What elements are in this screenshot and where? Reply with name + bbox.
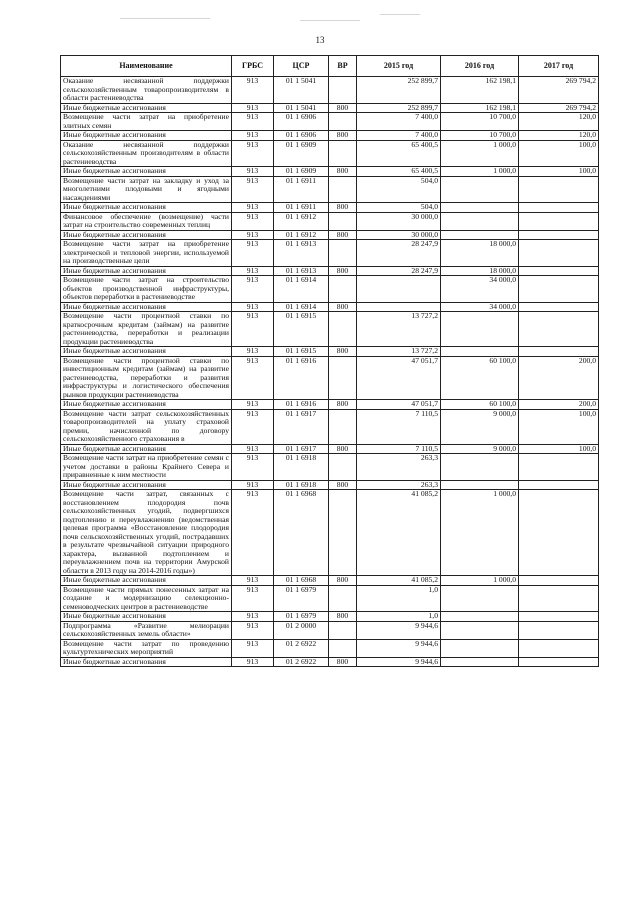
cell-2016: 34 000,0 bbox=[441, 302, 519, 312]
cell-vr bbox=[329, 409, 357, 444]
cell-csr: 01 1 6917 bbox=[274, 444, 329, 454]
col-header-grbs: ГРБС bbox=[232, 56, 274, 77]
cell-csr: 01 1 6906 bbox=[274, 113, 329, 131]
cell-vr: 800 bbox=[329, 266, 357, 276]
cell-name: Иные бюджетные ассигнования bbox=[61, 103, 232, 113]
cell-2015: 7 110,5 bbox=[357, 409, 441, 444]
cell-csr: 01 1 6909 bbox=[274, 140, 329, 167]
cell-grbs: 913 bbox=[232, 576, 274, 586]
table-row bbox=[61, 356, 599, 400]
table-row bbox=[61, 621, 599, 639]
cell-2015: 13 727,2 bbox=[357, 312, 441, 347]
table-row bbox=[61, 480, 599, 490]
cell-2017 bbox=[519, 212, 599, 230]
cell-vr: 800 bbox=[329, 576, 357, 586]
cell-2016 bbox=[441, 347, 519, 357]
table-row bbox=[61, 639, 599, 657]
table-row bbox=[61, 400, 599, 410]
cell-vr: 800 bbox=[329, 347, 357, 357]
cell-2016: 10 700,0 bbox=[441, 131, 519, 141]
col-header-2015: 2015 год bbox=[357, 56, 441, 77]
cell-2017: 100,0 bbox=[519, 409, 599, 444]
cell-2017 bbox=[519, 240, 599, 267]
cell-grbs: 913 bbox=[232, 444, 274, 454]
cell-2016: 1 000,0 bbox=[441, 140, 519, 167]
cell-2015: 9 944,6 bbox=[357, 657, 441, 667]
cell-2016 bbox=[441, 612, 519, 622]
cell-name: Возмещение части прямых понесенных затрат на создание и модернизацию селекционно-семеноводческих центров в растениеводстве bbox=[61, 585, 232, 612]
cell-2016: 162 198,1 bbox=[441, 103, 519, 113]
cell-2016: 60 100,0 bbox=[441, 400, 519, 410]
cell-2015: 30 000,0 bbox=[357, 230, 441, 240]
table-row bbox=[61, 612, 599, 622]
cell-2017 bbox=[519, 490, 599, 576]
cell-vr: 800 bbox=[329, 612, 357, 622]
cell-2015: 263,3 bbox=[357, 454, 441, 481]
cell-name: Возмещение части затрат на строительство объектов производственной инфраструктуры, объектов переработки в растениеводстве bbox=[61, 276, 232, 303]
table-row bbox=[61, 203, 599, 213]
cell-grbs: 913 bbox=[232, 230, 274, 240]
cell-name: Возмещение части затрат на приобретение электрической и тепловой энергии, используемой на производственные цели bbox=[61, 240, 232, 267]
cell-2015: 7 400,0 bbox=[357, 131, 441, 141]
cell-grbs: 913 bbox=[232, 480, 274, 490]
cell-2017 bbox=[519, 203, 599, 213]
table-row bbox=[61, 576, 599, 586]
cell-csr: 01 1 6968 bbox=[274, 576, 329, 586]
cell-name: Возмещение части затрат на приобретение семян с учетом доставки в районы Крайнего Севера и приравненные к ним местности bbox=[61, 454, 232, 481]
cell-csr: 01 1 6913 bbox=[274, 240, 329, 267]
cell-2017: 269 794,2 bbox=[519, 103, 599, 113]
cell-grbs: 913 bbox=[232, 657, 274, 667]
cell-2017 bbox=[519, 621, 599, 639]
cell-csr: 01 1 6918 bbox=[274, 480, 329, 490]
table-row bbox=[61, 490, 599, 576]
cell-2017 bbox=[519, 454, 599, 481]
table-row bbox=[61, 240, 599, 267]
cell-2016: 18 000,0 bbox=[441, 240, 519, 267]
cell-vr bbox=[329, 490, 357, 576]
cell-name: Возмещение части затрат на приобретение элитных семян bbox=[61, 113, 232, 131]
cell-2015 bbox=[357, 276, 441, 303]
cell-2015: 252 899,7 bbox=[357, 103, 441, 113]
cell-name: Иные бюджетные ассигнования bbox=[61, 230, 232, 240]
cell-name: Подпрограмма «Развитие мелиорации сельскохозяйственных земель области» bbox=[61, 621, 232, 639]
table-header-row bbox=[61, 56, 599, 77]
cell-grbs: 913 bbox=[232, 347, 274, 357]
cell-vr: 800 bbox=[329, 131, 357, 141]
cell-grbs: 913 bbox=[232, 203, 274, 213]
cell-2016 bbox=[441, 639, 519, 657]
cell-2015: 65 400,5 bbox=[357, 167, 441, 177]
cell-2017: 120,0 bbox=[519, 131, 599, 141]
cell-name: Иные бюджетные ассигнования bbox=[61, 266, 232, 276]
cell-vr: 800 bbox=[329, 444, 357, 454]
cell-vr bbox=[329, 639, 357, 657]
cell-vr: 800 bbox=[329, 230, 357, 240]
cell-vr: 800 bbox=[329, 657, 357, 667]
cell-2016 bbox=[441, 230, 519, 240]
cell-2015 bbox=[357, 302, 441, 312]
cell-name: Оказание несвязанной поддержки сельскохозяйственным производителям в области растениеводства bbox=[61, 140, 232, 167]
table-row bbox=[61, 77, 599, 104]
table-row bbox=[61, 212, 599, 230]
cell-vr bbox=[329, 212, 357, 230]
cell-vr bbox=[329, 113, 357, 131]
cell-2017 bbox=[519, 576, 599, 586]
cell-2015: 504,0 bbox=[357, 203, 441, 213]
table-row bbox=[61, 409, 599, 444]
table-row bbox=[61, 103, 599, 113]
cell-vr bbox=[329, 454, 357, 481]
cell-csr: 01 2 6922 bbox=[274, 657, 329, 667]
cell-vr: 800 bbox=[329, 103, 357, 113]
cell-name: Иные бюджетные ассигнования bbox=[61, 444, 232, 454]
cell-2015: 47 051,7 bbox=[357, 356, 441, 400]
table-row bbox=[61, 585, 599, 612]
cell-csr: 01 1 5041 bbox=[274, 103, 329, 113]
cell-vr bbox=[329, 356, 357, 400]
cell-2017: 200,0 bbox=[519, 400, 599, 410]
table-row bbox=[61, 113, 599, 131]
cell-name: Финансовое обеспечение (возмещение) части затрат на строительство современных теплиц bbox=[61, 212, 232, 230]
cell-name: Возмещение части процентной ставки по инвестиционным кредитам (займам) на развитие растениеводства, переработки и развития инфраструктуры и логистического обеспечения рынков продукции растениеводства bbox=[61, 356, 232, 400]
cell-grbs: 913 bbox=[232, 240, 274, 267]
cell-2015: 30 000,0 bbox=[357, 212, 441, 230]
col-header-2016: 2016 год bbox=[441, 56, 519, 77]
cell-2016: 10 700,0 bbox=[441, 113, 519, 131]
cell-2015: 13 727,2 bbox=[357, 347, 441, 357]
table-row bbox=[61, 302, 599, 312]
cell-2017 bbox=[519, 347, 599, 357]
cell-2017: 100,0 bbox=[519, 444, 599, 454]
cell-2017: 100,0 bbox=[519, 140, 599, 167]
table-row bbox=[61, 167, 599, 177]
cell-name: Иные бюджетные ассигнования bbox=[61, 657, 232, 667]
cell-csr: 01 1 6914 bbox=[274, 302, 329, 312]
cell-2017 bbox=[519, 176, 599, 203]
cell-vr bbox=[329, 176, 357, 203]
cell-2015: 9 944,6 bbox=[357, 621, 441, 639]
cell-2017 bbox=[519, 276, 599, 303]
cell-2015: 9 944,6 bbox=[357, 639, 441, 657]
page-number: 13 bbox=[315, 35, 325, 45]
cell-2016 bbox=[441, 657, 519, 667]
cell-csr: 01 1 6979 bbox=[274, 612, 329, 622]
cell-csr: 01 1 6916 bbox=[274, 356, 329, 400]
cell-csr: 01 1 6917 bbox=[274, 409, 329, 444]
cell-csr: 01 1 6914 bbox=[274, 276, 329, 303]
cell-name: Иные бюджетные ассигнования bbox=[61, 131, 232, 141]
cell-2016 bbox=[441, 621, 519, 639]
cell-2017: 269 794,2 bbox=[519, 77, 599, 104]
cell-name: Иные бюджетные ассигнования bbox=[61, 576, 232, 586]
cell-vr bbox=[329, 240, 357, 267]
cell-2016: 18 000,0 bbox=[441, 266, 519, 276]
cell-grbs: 913 bbox=[232, 113, 274, 131]
cell-vr: 800 bbox=[329, 203, 357, 213]
cell-vr bbox=[329, 77, 357, 104]
cell-csr: 01 1 6911 bbox=[274, 203, 329, 213]
cell-2017 bbox=[519, 585, 599, 612]
cell-name: Иные бюджетные ассигнования bbox=[61, 612, 232, 622]
cell-csr: 01 2 6922 bbox=[274, 639, 329, 657]
table-row bbox=[61, 230, 599, 240]
cell-csr: 01 1 6918 bbox=[274, 454, 329, 481]
cell-2015: 1,0 bbox=[357, 612, 441, 622]
cell-2016: 9 000,0 bbox=[441, 409, 519, 444]
cell-csr: 01 1 6911 bbox=[274, 176, 329, 203]
table-row bbox=[61, 444, 599, 454]
cell-grbs: 913 bbox=[232, 77, 274, 104]
cell-2017: 200,0 bbox=[519, 356, 599, 400]
cell-2015: 7 110,5 bbox=[357, 444, 441, 454]
cell-name: Иные бюджетные ассигнования bbox=[61, 347, 232, 357]
cell-2016: 1 000,0 bbox=[441, 490, 519, 576]
cell-2016 bbox=[441, 480, 519, 490]
cell-grbs: 913 bbox=[232, 103, 274, 113]
cell-vr bbox=[329, 585, 357, 612]
cell-grbs: 913 bbox=[232, 639, 274, 657]
col-header-vr: ВР bbox=[329, 56, 357, 77]
cell-name: Иные бюджетные ассигнования bbox=[61, 400, 232, 410]
cell-csr: 01 2 0000 bbox=[274, 621, 329, 639]
cell-2015: 1,0 bbox=[357, 585, 441, 612]
cell-2016: 162 198,1 bbox=[441, 77, 519, 104]
cell-2017 bbox=[519, 312, 599, 347]
cell-2017 bbox=[519, 230, 599, 240]
cell-vr: 800 bbox=[329, 302, 357, 312]
table-row bbox=[61, 176, 599, 203]
cell-2016 bbox=[441, 585, 519, 612]
col-header-2017: 2017 год bbox=[519, 56, 599, 77]
table-row bbox=[61, 657, 599, 667]
cell-2016 bbox=[441, 454, 519, 481]
cell-grbs: 913 bbox=[232, 612, 274, 622]
cell-csr: 01 1 6915 bbox=[274, 347, 329, 357]
cell-2015: 41 085,2 bbox=[357, 576, 441, 586]
cell-grbs: 913 bbox=[232, 312, 274, 347]
col-header-csr: ЦСР bbox=[274, 56, 329, 77]
cell-2017 bbox=[519, 302, 599, 312]
cell-2016 bbox=[441, 176, 519, 203]
cell-2017 bbox=[519, 612, 599, 622]
cell-name: Возмещение части затрат на закладку и уход за многолетними плодовыми и ягодными насаждениями bbox=[61, 176, 232, 203]
cell-2015: 263,3 bbox=[357, 480, 441, 490]
cell-2016: 34 000,0 bbox=[441, 276, 519, 303]
cell-name: Иные бюджетные ассигнования bbox=[61, 480, 232, 490]
cell-csr: 01 1 6915 bbox=[274, 312, 329, 347]
cell-grbs: 913 bbox=[232, 490, 274, 576]
cell-grbs: 913 bbox=[232, 454, 274, 481]
cell-2016 bbox=[441, 203, 519, 213]
cell-name: Возмещение части затрат сельскохозяйственных товаропроизводителей на уплату страховой премии, начисленной по договору сельскохозяйственного страхования в bbox=[61, 409, 232, 444]
cell-vr bbox=[329, 621, 357, 639]
cell-grbs: 913 bbox=[232, 356, 274, 400]
cell-vr bbox=[329, 140, 357, 167]
cell-grbs: 913 bbox=[232, 409, 274, 444]
cell-name: Иные бюджетные ассигнования bbox=[61, 203, 232, 213]
cell-2016: 9 000,0 bbox=[441, 444, 519, 454]
table-row bbox=[61, 266, 599, 276]
cell-grbs: 913 bbox=[232, 266, 274, 276]
cell-grbs: 913 bbox=[232, 302, 274, 312]
cell-name: Возмещение части процентной ставки по краткосрочным кредитам (займам) на развитие растениеводства, переработки и реализации продукции растениеводства bbox=[61, 312, 232, 347]
cell-csr: 01 1 6909 bbox=[274, 167, 329, 177]
cell-2015: 41 085,2 bbox=[357, 490, 441, 576]
cell-2016: 1 000,0 bbox=[441, 167, 519, 177]
cell-2017 bbox=[519, 657, 599, 667]
cell-grbs: 913 bbox=[232, 621, 274, 639]
cell-csr: 01 1 6912 bbox=[274, 212, 329, 230]
cell-csr: 01 1 6913 bbox=[274, 266, 329, 276]
cell-grbs: 913 bbox=[232, 400, 274, 410]
cell-vr bbox=[329, 312, 357, 347]
cell-2017: 120,0 bbox=[519, 113, 599, 131]
cell-name: Оказание несвязанной поддержки сельскохозяйственным товаропроизводителям в области растениеводства bbox=[61, 77, 232, 104]
budget-table bbox=[60, 55, 599, 667]
cell-2015: 504,0 bbox=[357, 176, 441, 203]
cell-2015: 252 899,7 bbox=[357, 77, 441, 104]
cell-csr: 01 1 5041 bbox=[274, 77, 329, 104]
cell-grbs: 913 bbox=[232, 131, 274, 141]
cell-2017 bbox=[519, 639, 599, 657]
table-row bbox=[61, 140, 599, 167]
cell-name: Возмещение части затрат по проведению культуртехнических мероприятий bbox=[61, 639, 232, 657]
cell-2016: 60 100,0 bbox=[441, 356, 519, 400]
cell-vr bbox=[329, 276, 357, 303]
cell-grbs: 913 bbox=[232, 212, 274, 230]
cell-csr: 01 1 6912 bbox=[274, 230, 329, 240]
cell-2015: 47 051,7 bbox=[357, 400, 441, 410]
cell-grbs: 913 bbox=[232, 167, 274, 177]
cell-grbs: 913 bbox=[232, 276, 274, 303]
cell-name: Возмещение части затрат, связанных с восстановлением плодородия почв сельскохозяйственных угодий, подвергшихся подтоплению и переувлажнению (ведомственная целевая программа «Восстановление плодородия почв сельскохозяйственных угодий, пострадавших в результате чрезвычайной ситуации природного характера, вызванной подтоплением и переувлажнением почв на территории Амурской области в 2013 году на 2014-2016 годы») bbox=[61, 490, 232, 576]
cell-2015: 28 247,9 bbox=[357, 240, 441, 267]
cell-2016 bbox=[441, 312, 519, 347]
table-row bbox=[61, 347, 599, 357]
cell-2016 bbox=[441, 212, 519, 230]
cell-2015: 65 400,5 bbox=[357, 140, 441, 167]
table-row bbox=[61, 131, 599, 141]
cell-2017 bbox=[519, 480, 599, 490]
cell-csr: 01 1 6968 bbox=[274, 490, 329, 576]
cell-2017: 100,0 bbox=[519, 167, 599, 177]
cell-grbs: 913 bbox=[232, 176, 274, 203]
cell-2017 bbox=[519, 266, 599, 276]
cell-csr: 01 1 6979 bbox=[274, 585, 329, 612]
cell-2016: 1 000,0 bbox=[441, 576, 519, 586]
cell-name: Иные бюджетные ассигнования bbox=[61, 167, 232, 177]
cell-csr: 01 1 6906 bbox=[274, 131, 329, 141]
table-row bbox=[61, 312, 599, 347]
cell-2015: 7 400,0 bbox=[357, 113, 441, 131]
table-row bbox=[61, 454, 599, 481]
cell-csr: 01 1 6916 bbox=[274, 400, 329, 410]
cell-vr: 800 bbox=[329, 167, 357, 177]
cell-vr: 800 bbox=[329, 480, 357, 490]
col-header-name: Наименование bbox=[61, 56, 232, 77]
cell-grbs: 913 bbox=[232, 140, 274, 167]
table-row bbox=[61, 276, 599, 303]
cell-name: Иные бюджетные ассигнования bbox=[61, 302, 232, 312]
cell-2015: 28 247,9 bbox=[357, 266, 441, 276]
cell-vr: 800 bbox=[329, 400, 357, 410]
cell-grbs: 913 bbox=[232, 585, 274, 612]
